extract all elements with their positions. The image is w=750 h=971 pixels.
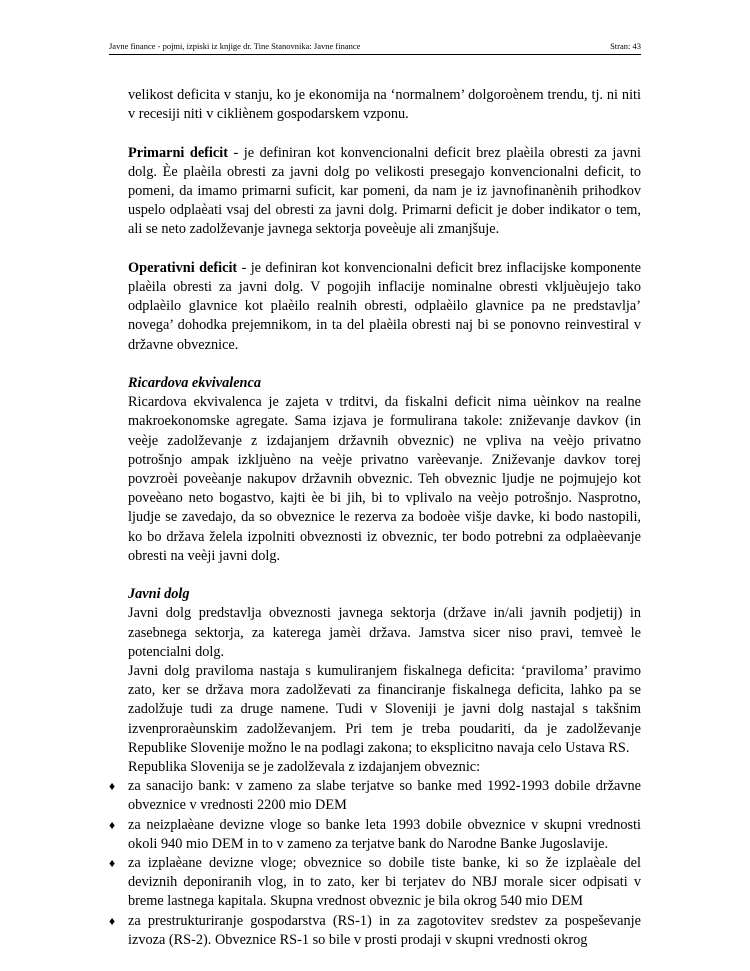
header-divider	[109, 54, 641, 55]
paragraph-javni-dolg-3: Republika Slovenija se je zadolževala z izdajanjem obveznic:	[128, 759, 481, 776]
page-number: Stran: 43	[610, 41, 641, 51]
diamond-bullet-icon: ♦	[109, 856, 116, 871]
section-title-javni-dolg: Javni dolg	[128, 586, 190, 603]
list-item	[109, 777, 641, 815]
text-primarni-deficit: - je definiran kot konvencionalni deficit brez plaèila obresti za javni dolg. Èe plaèila obresti za javni dolg po velikosti presegajo konvencionalni deficit, to pomeni, da imamo primarni suficit, kar pomeni, da nam je iz javnofinanènih prihodkov uspelo odplaèati vsaj del obresti za javni dolg. Primarni deficit je dober indikator o tem, ali se neto zadolževanje javnega sektorja poveèuje ali zmanjšuje.	[128, 144, 642, 238]
term-primarni-deficit: Primarni deficit	[128, 144, 228, 161]
list-item	[109, 912, 641, 950]
paragraph-javni-dolg-1: Javni dolg predstavlja obveznosti javnega sektorja (države in/ali javnih podjetij) in zasebnega sektorja, za katerega jamèi država. Jamstva sicer niso pravi, temveè le potencialni dolg.	[128, 605, 641, 660]
list-item-text: za prestrukturiranje gospodarstva (RS-1) in za zagotovitev sredstev za pospeševanje izvoza (RS-2). Obveznice RS-1 so bile v prosti prodaji v skupni vrednosti okrog	[128, 912, 641, 948]
diamond-bullet-icon: ♦	[109, 913, 116, 928]
diamond-bullet-icon: ♦	[109, 817, 116, 832]
text-operativni-deficit: - je definiran kot konvencionalni deficit brez inflacijske komponente plaèila obresti za javni dolg. V pogojih inflacije nominalne obresti vkljuèujejo tako odplaèilo glavnice kot plaèilo realnih obresti, odplaèilo glavnice pa ne predstavlja’ novega’ dohodka prejemnikom, in ta del plaèila obresti naj bi se ponovno reinvestiral v državne obveznice.	[128, 259, 641, 353]
document-body	[109, 86, 642, 950]
bond-list	[109, 777, 641, 950]
list-item	[109, 816, 641, 854]
page-header	[109, 39, 641, 53]
term-operativni-deficit: Operativni deficit	[128, 259, 238, 276]
section-title-ricardo: Ricardova ekvivalenca	[128, 375, 262, 391]
list-item-text: za sanacijo bank: v zameno za slabe terjatve so banke med 1992-1993 dobile državne obveznice v vrednosti 2200 mio DEM	[128, 778, 641, 814]
paragraph-javni-dolg-2: Javni dolg praviloma nastaja s kumuliranjem fiskalnega deficita: ‘praviloma’ pravimo zato, ker se država mora zadolževati za financiranje fiskalnega deficita, lahko pa se zadolžuje tudi za druge namene. Tudi v Sloveniji je javni dolg nastajal s takšnim izvenproraèunskim zadolževanjem. Pri tem je treba poudariti, da je zadolževanje Republike Slovenije možno le na podlagi zakona; to eksplicitno navaja celo Ustava RS.	[128, 663, 641, 756]
paragraph-intro: velikost deficita v stanju, ko je ekonomija na ‘normalnem’ dolgoroènem trendu, tj. ni niti v recesiji niti v cikliènem gospodarskem vzponu.	[128, 87, 641, 123]
paragraph-operativni-deficit	[128, 259, 641, 355]
diamond-bullet-icon: ♦	[109, 779, 116, 794]
paragraph-ricardo: Ricardova ekvivalenca je zajeta v trditvi, da fiskalni deficit nima uèinkov na realne makroekonomske agregate. Sama izjava je formulirana takole: zniževanje davkov (in veèje zadolževanje z izdajanjem državnih obveznic) ne vpliva na veèjo privatno potrošnjo ampak izkljuèno na veèje privatno varèevanje. Zniževanje davkov torej povzroèi poveèanje nakupov državnih obveznic. Teh obveznic ljudje ne pojmujejo kot poveèano neto bogastvo, kajti èe bi jih, bi to vplivalo na veèjo potrošnjo. Nasprotno, ljudje se zavedajo, da so obveznice le rezerva za bodoèe višje davke, ki bodo nastopili, ko bo država želela izpolniti obveznosti iz obveznic, ter bodo potrebni za odplaèevanje obresti na veèji javni dolg.	[128, 394, 641, 564]
paragraph-primarni-deficit	[128, 144, 641, 240]
list-item-text: za izplaèane devizne vloge; obveznice so dobile tiste banke, ki so že izplaèale del deviznih deponiranih vlog, in to zato, ker bi terjatev do NBJ morale sicer odpisati v breme lastnega kapitala. Skupna vrednost obveznic je bila okrog 540 mio DEM	[128, 855, 641, 910]
list-item-text: za neizplaèane devizne vloge so banke leta 1993 dobile obveznice v skupni vrednosti okoli 940 mio DEM in to v zameno za terjatve bank do Narodne Banke Jugoslavije.	[128, 816, 641, 852]
list-item	[109, 854, 641, 912]
header-title: Javne finance - pojmi, izpiski iz knjige dr. Tine Stanovnika: Javne finance	[109, 41, 361, 51]
